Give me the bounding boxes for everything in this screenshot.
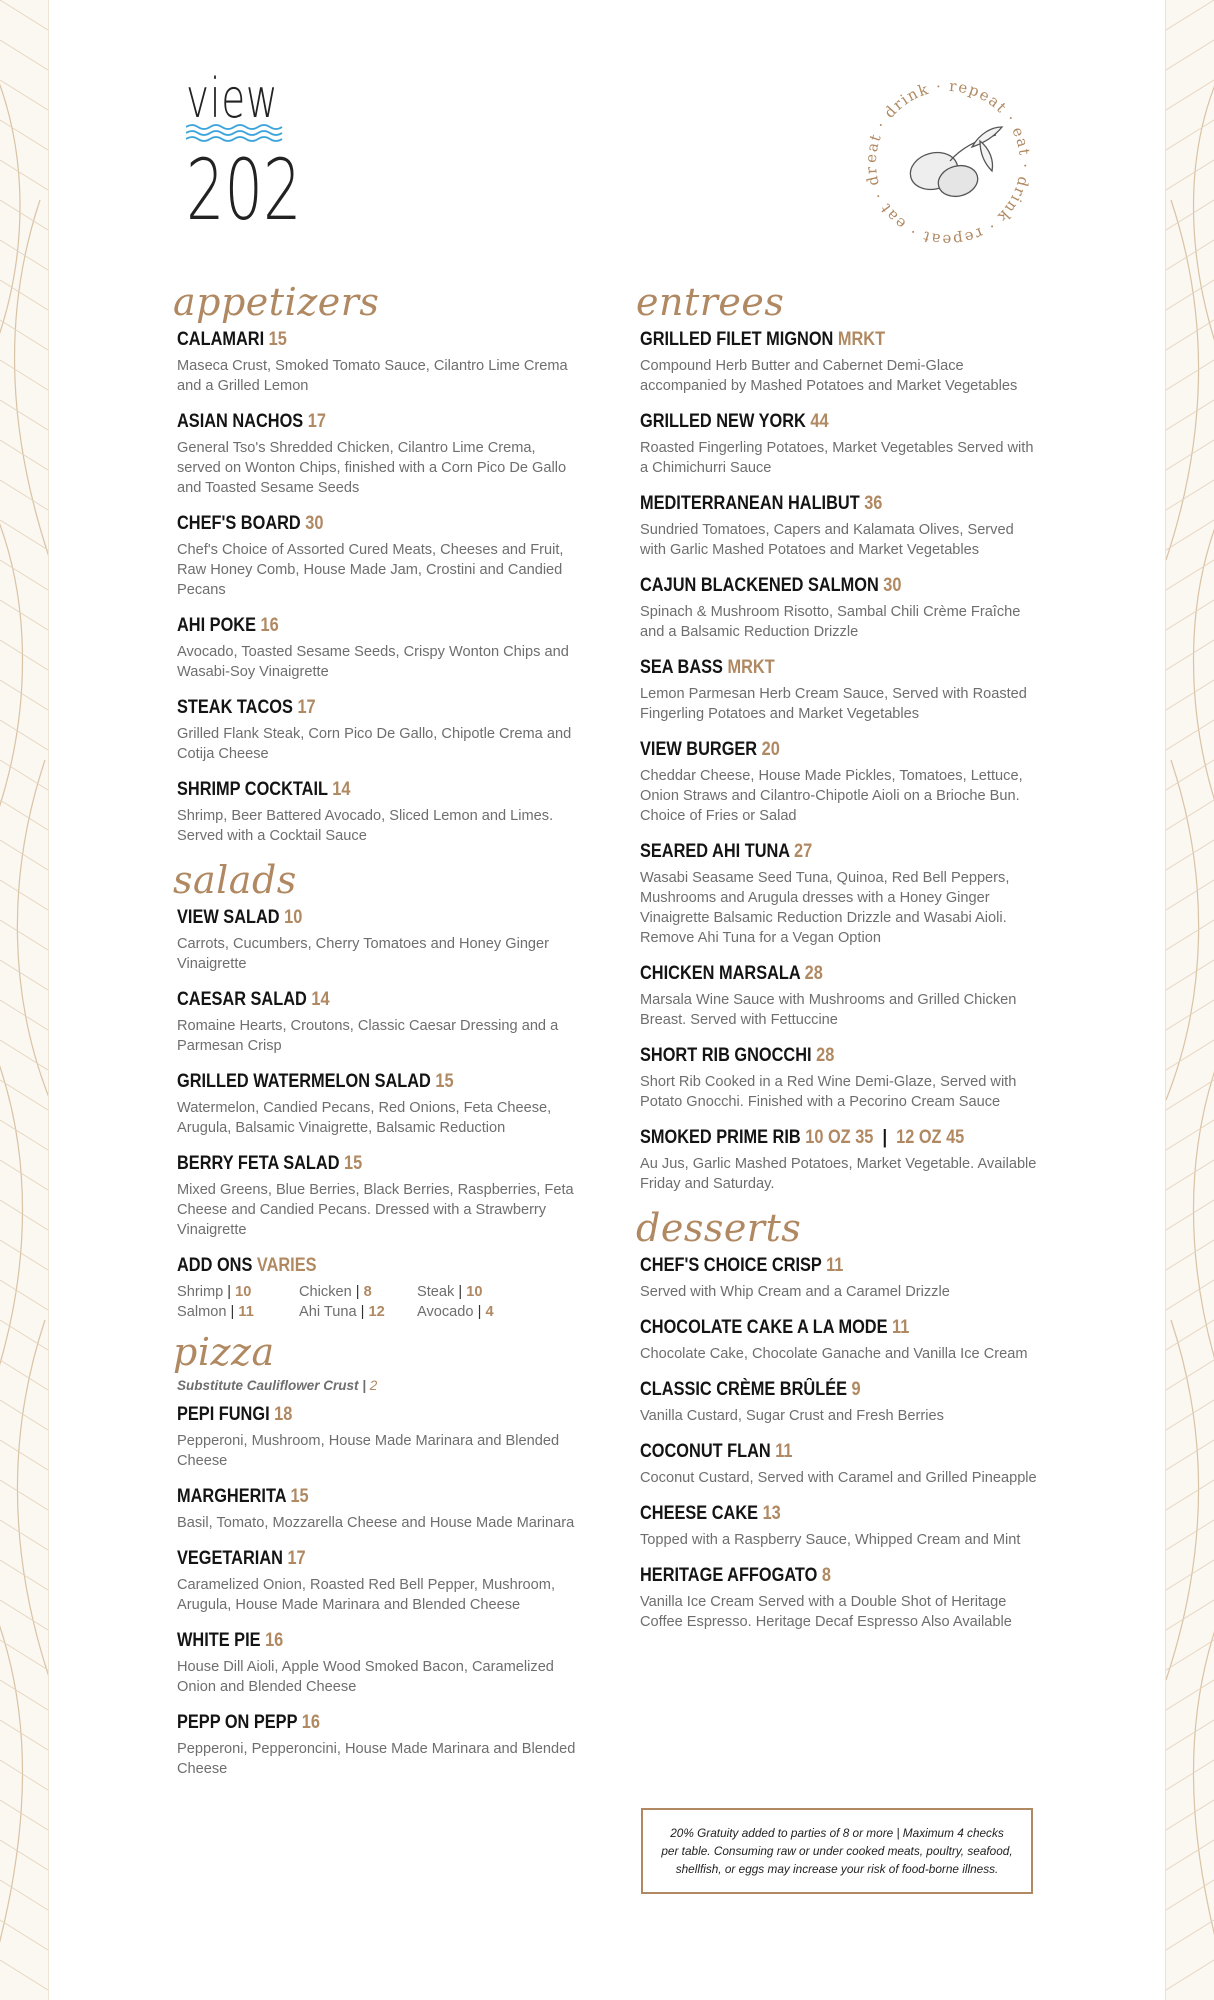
item-head	[640, 1502, 984, 1526]
item-head	[640, 840, 984, 864]
item-description: Watermelon, Candied Pecans, Red Onions, Feta Cheese, Arugula, Balsamic Vinaigrette, Balsamic Reduction	[177, 1100, 552, 1136]
item-description: Marsala Wine Sauce with Mushrooms and Grilled Chicken Breast. Served with Fettuccine	[640, 992, 1017, 1028]
item-price: 15	[435, 1071, 454, 1092]
item-name: VIEW SALAD	[177, 907, 280, 928]
item-price: 20	[761, 739, 780, 760]
item-description: Grilled Flank Steak, Corn Pico De Gallo, Chipotle Crema and Cotija Cheese	[177, 726, 572, 762]
item-head	[177, 410, 521, 434]
item-name: ADD ONS	[177, 1255, 253, 1276]
item-head	[640, 656, 984, 680]
addon-label: Salmon	[177, 1304, 227, 1320]
item-name: AHI POKE	[177, 615, 256, 636]
item-head	[640, 962, 984, 986]
item-name: WHITE PIE	[177, 1630, 261, 1651]
menu-item	[177, 1547, 577, 1615]
item-price: 15	[344, 1153, 363, 1174]
item-name: BERRY FETA SALAD	[177, 1153, 340, 1174]
eat-drink-repeat-seal	[862, 77, 1034, 249]
item-name: CHEF'S BOARD	[177, 513, 301, 534]
menu-item	[640, 1378, 1040, 1426]
item-price: 27	[794, 841, 813, 862]
item-head	[177, 696, 521, 720]
item-price: MRKT	[837, 329, 886, 350]
item-name: SEARED AHI TUNA	[640, 841, 790, 862]
menu-item	[177, 1403, 577, 1471]
menu-item	[177, 906, 577, 974]
item-price: 9	[851, 1379, 861, 1400]
menu-item	[177, 696, 577, 764]
section-title-appetizers: appetizers	[173, 280, 380, 324]
logo-number-text: 202	[186, 141, 302, 239]
item-name: STEAK TACOS	[177, 697, 293, 718]
item-name: MEDITERRANEAN HALIBUT	[640, 493, 860, 514]
item-name: CALAMARI	[177, 329, 265, 350]
item-name: CHOCOLATE CAKE A LA MODE	[640, 1317, 888, 1338]
item-head	[177, 1403, 521, 1427]
addon-option: Salmon | 11	[177, 1304, 254, 1320]
item-price: 8	[821, 1565, 831, 1586]
item-price: 18	[274, 1404, 293, 1425]
pizza-list	[177, 1403, 577, 1779]
item-price: VARIES	[256, 1255, 317, 1276]
item-description: Carrots, Cucumbers, Cherry Tomatoes and Honey Ginger Vinaigrette	[177, 936, 550, 972]
entrees-list	[640, 328, 1040, 1112]
item-description: Wasabi Seasame Seed Tuna, Quinoa, Red Bell Peppers, Mushrooms and Arugula dresses with a Honey Ginger Vinaigrette Balsamic Reduction Drizzle and Wasabi Aioli. Remove Ahi Tuna for a Vegan Option	[640, 870, 1010, 946]
item-head	[640, 328, 984, 352]
item-name: MARGHERITA	[177, 1486, 286, 1507]
logo-view-text: view	[186, 67, 279, 130]
item-head	[640, 574, 984, 598]
item-head	[177, 1629, 521, 1653]
substitute-crust: Substitute Cauliflower Crust | 2	[177, 1378, 378, 1393]
salads-list	[177, 906, 577, 1240]
menu-item	[177, 778, 577, 846]
item-price: 30	[305, 513, 324, 534]
addon-option: Avocado | 4	[417, 1304, 494, 1320]
menu-item	[640, 1254, 1040, 1302]
menu-item	[640, 328, 1040, 396]
item-description: Mixed Greens, Blue Berries, Black Berries, Raspberries, Feta Cheese and Candied Pecans. Dressed with a Strawberry Vinaigrette	[177, 1182, 574, 1238]
item-head	[640, 1440, 984, 1464]
price-12oz: 45	[946, 1127, 965, 1148]
item-head	[177, 1485, 521, 1509]
item-price: 17	[287, 1548, 306, 1569]
addon-price: 4	[485, 1304, 494, 1320]
menu-item	[640, 656, 1040, 724]
leaf-pattern-icon	[0, 0, 48, 2000]
item-price: 17	[307, 411, 326, 432]
item-price: 16	[265, 1630, 284, 1651]
item-price: 10	[284, 907, 303, 928]
item-name: CHEF'S CHOICE CRISP	[640, 1255, 822, 1276]
menu-item	[177, 512, 577, 600]
item-head	[177, 614, 521, 638]
item-name: CAJUN BLACKENED SALMON	[640, 575, 879, 596]
item-price: 13	[762, 1503, 781, 1524]
menu-item	[177, 1070, 577, 1138]
menu-item	[640, 410, 1040, 478]
item-description: Shrimp, Beer Battered Avocado, Sliced Lemon and Limes. Served with a Cocktail Sauce	[177, 808, 554, 844]
item-head	[640, 1044, 984, 1068]
size-10oz: 10 OZ	[805, 1127, 851, 1148]
item-name: GRILLED NEW YORK	[640, 411, 806, 432]
substitute-price: 2	[369, 1378, 378, 1393]
item-description: House Dill Aioli, Apple Wood Smoked Bacon, Caramelized Onion and Blended Cheese	[177, 1659, 554, 1695]
item-price: 28	[804, 963, 823, 984]
item-price: 15	[290, 1486, 309, 1507]
leaf-border-right	[1165, 0, 1214, 2000]
item-name: VEGETARIAN	[177, 1548, 283, 1569]
addon-label: Ahi Tuna	[299, 1304, 357, 1320]
item-name: GRILLED FILET MIGNON	[640, 329, 834, 350]
menu-item	[177, 614, 577, 682]
item-name: CHEESE CAKE	[640, 1503, 759, 1524]
item-price: 16	[301, 1712, 320, 1733]
item-head	[177, 1152, 521, 1176]
menu-item	[640, 962, 1040, 1030]
item-price: 11	[826, 1255, 844, 1276]
item-head	[177, 512, 521, 536]
item-description: Chef's Choice of Assorted Cured Meats, Cheeses and Fruit, Raw Honey Comb, House Made Jam, Crostini and Candied Pecans	[177, 542, 564, 598]
item-price: 15	[268, 329, 287, 350]
item-head	[640, 1378, 984, 1402]
item-description: Romaine Hearts, Croutons, Classic Caesar Dressing and a Parmesan Crisp	[177, 1018, 559, 1054]
item-description: Roasted Fingerling Potatoes, Market Vegetables Served with a Chimichurri Sauce	[640, 440, 1034, 476]
menu-item	[640, 492, 1040, 560]
menu-item	[640, 1044, 1040, 1112]
item-head	[177, 1711, 521, 1735]
item-price: 11	[775, 1441, 793, 1462]
section-title-entrees: entrees	[636, 280, 785, 324]
item-head	[640, 1254, 984, 1278]
addons-grid	[177, 1284, 577, 1320]
item-name: HERITAGE AFFOGATO	[640, 1565, 818, 1586]
addon-label: Steak	[417, 1284, 455, 1300]
addon-price: 12	[368, 1304, 385, 1320]
item-description: Vanilla Custard, Sugar Crust and Fresh Berries	[640, 1408, 944, 1424]
item-head	[640, 738, 984, 762]
item-description: Short Rib Cooked in a Red Wine Demi-Glaze, Served with Potato Gnocchi. Finished with a Pecorino Cream Sauce	[640, 1074, 1017, 1110]
section-title-desserts: desserts	[636, 1206, 802, 1250]
menu-item	[177, 328, 577, 396]
item-head	[640, 1564, 984, 1588]
section-title-salads: salads	[173, 858, 297, 902]
substitute-label: Substitute Cauliflower Crust	[177, 1378, 359, 1393]
leaf-border-left	[0, 0, 49, 2000]
item-description: Sundried Tomatoes, Capers and Kalamata Olives, Served with Garlic Mashed Potatoes and Market Vegetables	[640, 522, 1014, 558]
price-10oz: 35	[855, 1127, 874, 1148]
menu-item	[640, 1564, 1040, 1632]
item-name: CLASSIC CRÈME BRÛLÉE	[640, 1379, 847, 1400]
item-description: Basil, Tomato, Mozzarella Cheese and House Made Marinara	[177, 1515, 575, 1531]
right-column	[636, 280, 1040, 1646]
addon-price: 10	[235, 1284, 252, 1300]
item-description: Cheddar Cheese, House Made Pickles, Tomatoes, Lettuce, Onion Straws and Cilantro-Chipotle Aioli on a Brioche Bun. Choice of Fries or Salad	[640, 768, 1023, 824]
item-head	[177, 906, 521, 930]
section-title-pizza: pizza	[173, 1330, 275, 1374]
menu-item-prime-rib	[640, 1126, 1040, 1194]
item-description: Topped with a Raspberry Sauce, Whipped Cream and Mint	[640, 1532, 1021, 1548]
item-name: GRILLED WATERMELON SALAD	[177, 1071, 431, 1092]
item-name: ASIAN NACHOS	[177, 411, 304, 432]
item-price: 11	[892, 1317, 910, 1338]
item-name: SEA BASS	[640, 657, 723, 678]
logo	[186, 67, 302, 239]
menu-item	[640, 840, 1040, 948]
item-price: 14	[332, 779, 351, 800]
seal-text: eat · drink · repeat · eat · drink · repeat · eat · dr	[862, 77, 1034, 249]
item-description: Pepperoni, Mushroom, House Made Marinara and Blended Cheese	[177, 1433, 560, 1469]
item-price: 14	[311, 989, 330, 1010]
prime-rib-head	[640, 1126, 984, 1150]
menu-item	[177, 1711, 577, 1779]
item-price: 17	[297, 697, 316, 718]
item-price: 16	[260, 615, 279, 636]
item-description: Pepperoni, Pepperoncini, House Made Marinara and Blended Cheese	[177, 1741, 576, 1777]
item-description: Served with Whip Cream and a Caramel Drizzle	[640, 1284, 950, 1300]
addon-price: 10	[466, 1284, 483, 1300]
menu-item	[640, 1502, 1040, 1550]
item-head	[177, 1547, 521, 1571]
menu-item	[640, 1316, 1040, 1364]
addon-option: Shrimp | 10	[177, 1284, 252, 1300]
item-head	[177, 328, 521, 352]
menu-item	[177, 1485, 577, 1533]
item-description: Avocado, Toasted Sesame Seeds, Crispy Wonton Chips and Wasabi-Soy Vinaigrette	[177, 644, 569, 680]
item-description: General Tso's Shredded Chicken, Cilantro Lime Crema, served on Wonton Chips, finished with a Corn Pico De Gallo and Toasted Sesame Seeds	[177, 440, 567, 496]
item-description: Spinach & Mushroom Risotto, Sambal Chili Crème Fraîche and a Balsamic Reduction Drizzle	[640, 604, 1021, 640]
item-description: Vanilla Ice Cream Served with a Double Shot of Heritage Coffee Espresso. Heritage Decaf Espresso Also Available	[640, 1594, 1012, 1630]
item-description: Coconut Custard, Served with Caramel and Grilled Pineapple	[640, 1470, 1037, 1486]
gratuity-notice: 20% Gratuity added to parties of 8 or more | Maximum 4 checks per table. Consuming raw or under cooked meats, poultry, seafood, shellfish, or eggs may increase your risk of food-borne illness.	[641, 1808, 1033, 1894]
size-12oz: 12 OZ	[896, 1127, 942, 1148]
item-description: Caramelized Onion, Roasted Red Bell Pepper, Mushroom, Arugula, House Made Marinara and Blended Cheese	[177, 1577, 556, 1613]
item-name: CHICKEN MARSALA	[640, 963, 801, 984]
item-description: Compound Herb Butter and Cabernet Demi-Glace accompanied by Mashed Potatoes and Market Vegetables	[640, 358, 1018, 394]
item-name: SMOKED PRIME RIB	[640, 1127, 801, 1148]
item-name: SHRIMP COCKTAIL	[177, 779, 328, 800]
menu-item	[177, 988, 577, 1056]
item-name: PEPI FUNGI	[177, 1404, 270, 1425]
leaf-pattern-icon	[1166, 0, 1214, 2000]
addon-option: Steak | 10	[417, 1284, 483, 1300]
item-price: MRKT	[727, 657, 775, 678]
item-name: VIEW BURGER	[640, 739, 758, 760]
divider: |	[877, 1127, 892, 1148]
addon-label: Avocado	[417, 1304, 474, 1320]
item-description: Maseca Crust, Smoked Tomato Sauce, Cilantro Lime Crema and a Grilled Lemon	[177, 358, 568, 394]
menu-item	[177, 1629, 577, 1697]
appetizers-list	[177, 328, 577, 846]
item-name: SHORT RIB GNOCCHI	[640, 1045, 812, 1066]
menu-item	[640, 1440, 1040, 1488]
item-head	[640, 410, 984, 434]
addons-head	[177, 1254, 521, 1278]
addon-price: 11	[238, 1304, 254, 1320]
addon-option: Ahi Tuna | 12	[299, 1304, 385, 1320]
left-column	[173, 280, 577, 1793]
addon-label: Chicken	[299, 1284, 352, 1300]
menu-item	[177, 410, 577, 498]
item-head	[640, 492, 984, 516]
item-price: 30	[883, 575, 902, 596]
item-price: 44	[810, 411, 829, 432]
item-description: Chocolate Cake, Chocolate Ganache and Vanilla Ice Cream	[640, 1346, 1028, 1362]
menu-item	[640, 738, 1040, 826]
item-description: Au Jus, Garlic Mashed Potatoes, Market Vegetable. Available Friday and Saturday.	[640, 1156, 1037, 1192]
addons-item	[177, 1254, 577, 1320]
menu-item	[640, 574, 1040, 642]
item-head	[177, 988, 521, 1012]
item-price: 28	[816, 1045, 835, 1066]
olive-seal-icon	[862, 77, 1034, 249]
item-head	[177, 1070, 521, 1094]
item-description: Lemon Parmesan Herb Cream Sauce, Served with Roasted Fingerling Potatoes and Market Vegetables	[640, 686, 1027, 722]
item-name: PEPP ON PEPP	[177, 1712, 298, 1733]
item-head	[640, 1316, 984, 1340]
item-price: 36	[864, 493, 883, 514]
item-head	[177, 778, 521, 802]
addon-label: Shrimp	[177, 1284, 224, 1300]
item-name: CAESAR SALAD	[177, 989, 307, 1010]
item-name: COCONUT FLAN	[640, 1441, 771, 1462]
addon-option: Chicken | 8	[299, 1284, 372, 1300]
desserts-list	[640, 1254, 1040, 1632]
menu-item	[177, 1152, 577, 1240]
addon-price: 8	[363, 1284, 372, 1300]
